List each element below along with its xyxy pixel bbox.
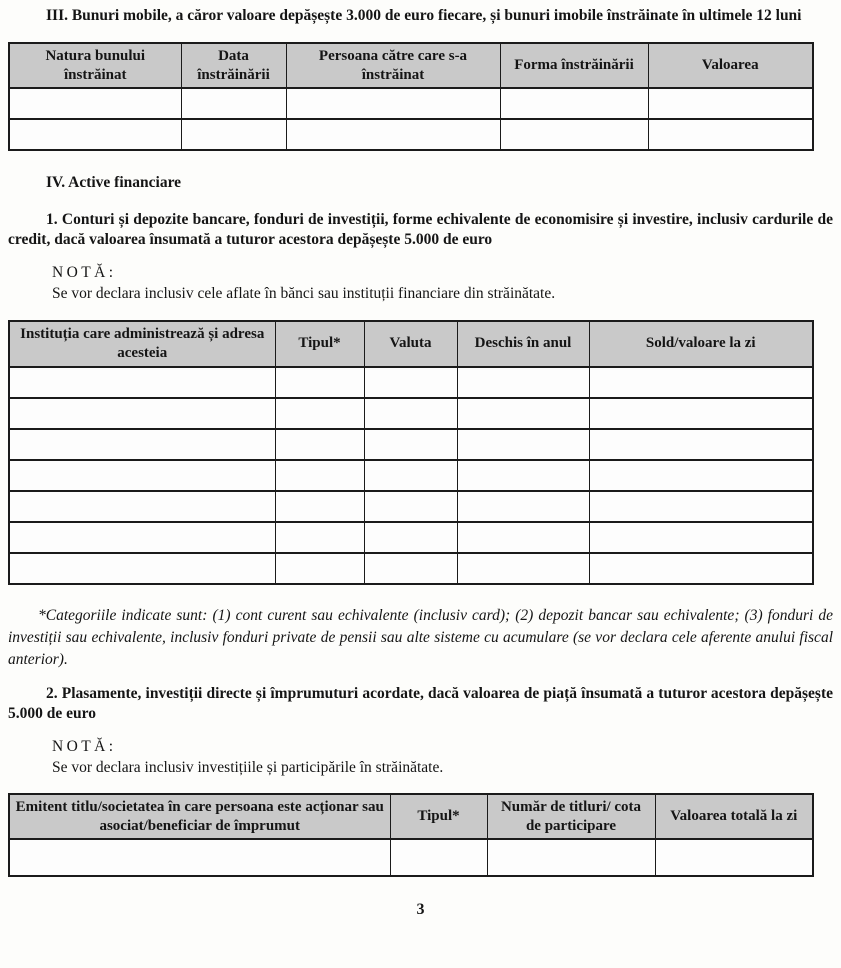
empty-form-cell bbox=[457, 429, 589, 460]
table-body bbox=[9, 88, 813, 150]
empty-form-cell bbox=[286, 88, 500, 119]
nota-text: Se vor declara inclusiv investițiile și participările în străinătate. bbox=[52, 759, 444, 777]
column-header: Forma înstrăinării bbox=[500, 43, 648, 89]
empty-form-row bbox=[9, 429, 813, 460]
empty-form-cell bbox=[457, 460, 589, 491]
nota-label: NOTĂ: bbox=[52, 737, 117, 755]
section-iii-heading: III. Bunuri mobile, a căror valoare depășește 3.000 de euro fiecare, și bunuri imobile înstrăinate în ultimele 12 luni bbox=[46, 7, 802, 24]
column-header: Tipul* bbox=[275, 321, 364, 367]
empty-form-cell bbox=[181, 88, 286, 119]
empty-form-cell bbox=[364, 491, 457, 522]
column-header: Număr de titluri/ cota de participare bbox=[487, 794, 655, 840]
subsection-1-heading: 1. Conturi și depozite bancare, fonduri de investiții, forme echivalente de economisire și investire, inclusiv cardurile de credit, dacă valoarea însumată a tuturor acestora depășește 5.000 de euro bbox=[8, 211, 833, 248]
empty-form-cell bbox=[589, 522, 813, 553]
empty-form-cell bbox=[500, 88, 648, 119]
empty-form-cell bbox=[9, 460, 275, 491]
column-header: Valuta bbox=[364, 321, 457, 367]
empty-form-cell bbox=[390, 839, 487, 876]
table-body bbox=[9, 367, 813, 584]
empty-form-cell bbox=[9, 367, 275, 398]
empty-form-cell bbox=[364, 398, 457, 429]
empty-form-cell bbox=[286, 119, 500, 150]
column-header: Instituția care administrează și adresa acesteia bbox=[9, 321, 275, 367]
table-header-row bbox=[9, 321, 813, 367]
empty-form-cell bbox=[500, 119, 648, 150]
column-header: Tipul* bbox=[390, 794, 487, 840]
empty-form-cell bbox=[655, 839, 813, 876]
empty-form-cell bbox=[275, 398, 364, 429]
empty-form-cell bbox=[589, 398, 813, 429]
empty-form-cell bbox=[364, 367, 457, 398]
column-header: Data înstrăinării bbox=[181, 43, 286, 89]
empty-form-cell bbox=[9, 429, 275, 460]
empty-form-row bbox=[9, 491, 813, 522]
conturi-depozite-table bbox=[8, 320, 814, 585]
nota-text: Se vor declara inclusiv cele aflate în bănci sau instituții financiare din străinătate. bbox=[52, 285, 556, 303]
plasamente-table bbox=[8, 793, 814, 878]
empty-form-cell bbox=[9, 398, 275, 429]
empty-form-row bbox=[9, 367, 813, 398]
empty-form-cell bbox=[9, 522, 275, 553]
empty-form-row bbox=[9, 398, 813, 429]
empty-form-cell bbox=[275, 553, 364, 584]
empty-form-cell bbox=[275, 522, 364, 553]
empty-form-row bbox=[9, 119, 813, 150]
empty-form-row bbox=[9, 522, 813, 553]
table-header-row bbox=[9, 794, 813, 840]
empty-form-cell bbox=[589, 429, 813, 460]
empty-form-cell bbox=[275, 491, 364, 522]
empty-form-cell bbox=[589, 553, 813, 584]
empty-form-cell bbox=[457, 491, 589, 522]
empty-form-cell bbox=[457, 398, 589, 429]
empty-form-cell bbox=[487, 839, 655, 876]
empty-form-row bbox=[9, 553, 813, 584]
empty-form-row bbox=[9, 460, 813, 491]
empty-form-cell bbox=[9, 491, 275, 522]
column-header: Sold/valoare la zi bbox=[589, 321, 813, 367]
subsection-2-heading: 2. Plasamente, investiții directe și împrumuturi acordate, dacă valoarea de piață însumată a tuturor acestora depășește 5.000 de euro bbox=[8, 684, 833, 722]
empty-form-cell bbox=[364, 429, 457, 460]
column-header: Persoana către care s-a înstrăinat bbox=[286, 43, 500, 89]
empty-form-cell bbox=[457, 522, 589, 553]
empty-form-cell bbox=[9, 88, 181, 119]
empty-form-row bbox=[9, 839, 813, 876]
empty-form-cell bbox=[457, 367, 589, 398]
empty-form-cell bbox=[589, 460, 813, 491]
empty-form-cell bbox=[9, 553, 275, 584]
empty-form-cell bbox=[9, 119, 181, 150]
column-header: Natura bunului înstrăinat bbox=[9, 43, 181, 89]
empty-form-cell bbox=[648, 119, 813, 150]
bunuri-mobile-table bbox=[8, 42, 814, 152]
empty-form-cell bbox=[275, 460, 364, 491]
empty-form-cell bbox=[589, 491, 813, 522]
empty-form-cell bbox=[9, 839, 390, 876]
column-header: Deschis în anul bbox=[457, 321, 589, 367]
empty-form-cell bbox=[364, 522, 457, 553]
empty-form-cell bbox=[275, 429, 364, 460]
empty-form-cell bbox=[364, 460, 457, 491]
column-header: Valoarea totală la zi bbox=[655, 794, 813, 840]
empty-form-cell bbox=[181, 119, 286, 150]
empty-form-cell bbox=[457, 553, 589, 584]
empty-form-cell bbox=[648, 88, 813, 119]
empty-form-cell bbox=[275, 367, 364, 398]
empty-form-cell bbox=[364, 553, 457, 584]
table-header-row bbox=[9, 43, 813, 89]
page-number: 3 bbox=[416, 901, 425, 919]
section-iv-heading: IV. Active financiare bbox=[46, 174, 182, 192]
empty-form-cell bbox=[589, 367, 813, 398]
column-header: Valoarea bbox=[648, 43, 813, 89]
categories-footnote: *Categoriile indicate sunt: (1) cont curent sau echivalente (inclusiv card); (2) depozit bancar sau echivalente; (3) fonduri de investiții sau echivalente, inclusiv fonduri private de pensii sau alte sisteme cu acumulare (se vor declara cele aferente anului fiscal anterior). bbox=[8, 606, 833, 669]
column-header: Emitent titlu/societatea în care persoana este acționar sau asociat/beneficiar de împrumut bbox=[9, 794, 390, 840]
table-body bbox=[9, 839, 813, 876]
nota-label: NOTĂ: bbox=[52, 263, 117, 281]
empty-form-row bbox=[9, 88, 813, 119]
